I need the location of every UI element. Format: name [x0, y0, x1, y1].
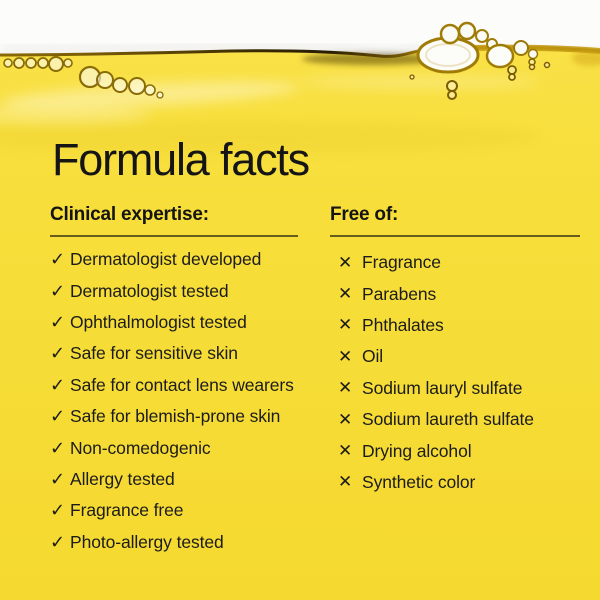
- list-item: [50, 432, 294, 463]
- list-item-label: Parabens: [362, 283, 437, 304]
- list-item-label: Fragrance free: [70, 500, 184, 521]
- list-item: [338, 404, 534, 435]
- list-item-label: Drying alcohol: [362, 440, 472, 461]
- list-item-label: Safe for contact lens wearers: [70, 374, 294, 395]
- check-icon: ✓: [50, 406, 66, 428]
- cross-icon: ✕: [338, 284, 353, 305]
- list-item: [50, 401, 294, 432]
- list-item: [338, 373, 534, 404]
- list-item: [338, 467, 534, 498]
- list-item-label: Fragrance: [362, 252, 441, 273]
- list-item: [50, 275, 294, 306]
- list-item-label: Sodium lauryl sulfate: [362, 377, 523, 398]
- list-item: [50, 244, 294, 275]
- check-icon: ✓: [50, 437, 66, 459]
- check-icon: ✓: [50, 249, 66, 271]
- list-item-label: Sodium laureth sulfate: [362, 409, 534, 430]
- list-item-label: Allergy tested: [70, 468, 175, 489]
- cross-icon: ✕: [338, 252, 353, 273]
- list-item-label: Photo-allergy tested: [70, 531, 224, 552]
- list-item-label: Safe for blemish-prone skin: [70, 406, 281, 427]
- list-item: [338, 278, 534, 309]
- cross-icon: ✕: [338, 472, 353, 493]
- cross-icon: ✕: [338, 346, 353, 367]
- free-of-list: [338, 247, 534, 498]
- list-item-label: Dermatologist developed: [70, 249, 262, 270]
- list-item: [50, 464, 294, 495]
- list-item-label: Dermatologist tested: [70, 280, 229, 301]
- page-title: Formula facts: [52, 134, 309, 185]
- list-item-label: Non-comedogenic: [70, 437, 211, 458]
- cross-icon: ✕: [338, 409, 353, 430]
- list-item: [338, 435, 534, 466]
- list-item: [50, 370, 294, 401]
- list-item: [50, 495, 294, 526]
- list-item-label: Ophthalmologist tested: [70, 311, 247, 332]
- check-icon: ✓: [50, 500, 66, 522]
- check-icon: ✓: [50, 311, 66, 333]
- list-item-label: Phthalates: [362, 314, 444, 335]
- cross-icon: ✕: [338, 378, 353, 399]
- cross-icon: ✕: [338, 441, 353, 462]
- list-item: [50, 527, 294, 558]
- check-icon: ✓: [50, 531, 66, 553]
- clinical-expertise-list: [50, 244, 294, 558]
- column-header-free-of: Free of:: [330, 204, 580, 237]
- list-item-label: Safe for sensitive skin: [70, 343, 238, 364]
- list-item: [338, 341, 534, 372]
- column-header-clinical: Clinical expertise:: [50, 204, 298, 237]
- list-item-label: Oil: [362, 346, 384, 367]
- list-item: [338, 310, 534, 341]
- check-icon: ✓: [50, 468, 66, 490]
- check-icon: ✓: [50, 343, 66, 365]
- list-item: [50, 307, 294, 338]
- cross-icon: ✕: [338, 315, 353, 336]
- list-item: [50, 338, 294, 369]
- list-item: [338, 247, 534, 278]
- check-icon: ✓: [50, 374, 66, 396]
- list-item-label: Synthetic color: [362, 471, 476, 492]
- check-icon: ✓: [50, 280, 66, 302]
